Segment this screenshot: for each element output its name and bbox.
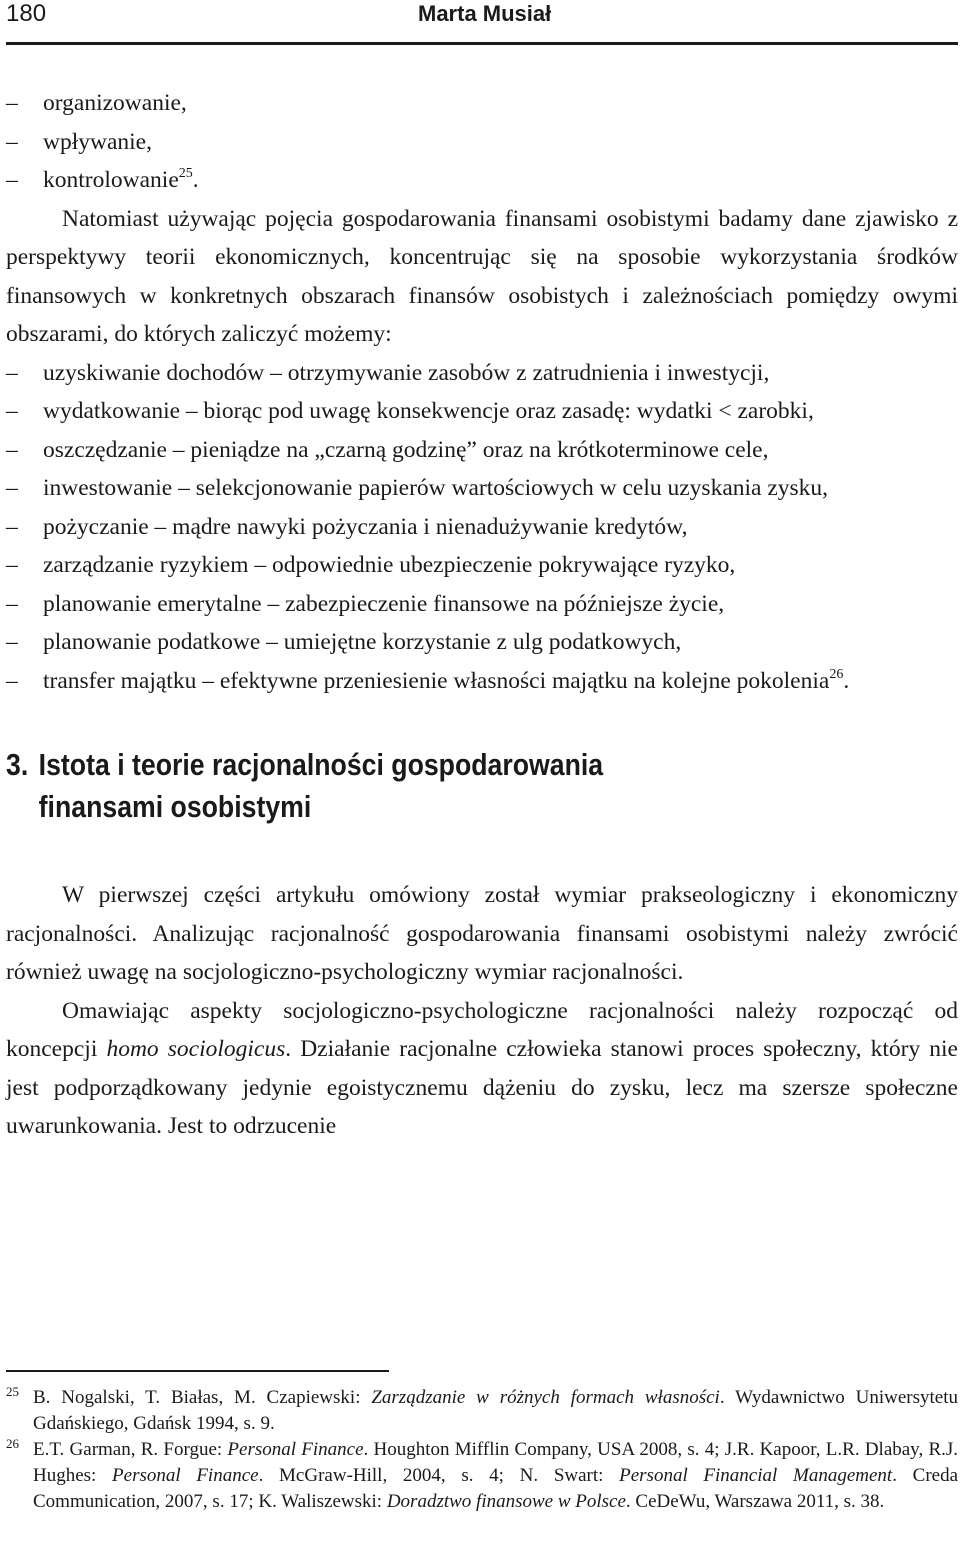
paragraph-3: Omawiając aspekty socjologiczno-psychologiczne racjonalności należy rozpocząć od koncepcji homo sociologicus. Działanie racjonalne człowieka stanowi proces społeczny, który nie jest podporządkowany jedynie egoistycznemu dążeniu do zysku, lecz ma szersze społeczne uwarunkowania. Jest to odrzucenie [6,997,958,1139]
footnote-25: 25 B. Nogalski, T. Białas, M. Czapiewski: Zarządzanie w różnych formach własności. Wydawnictwo Uniwersytetu Gdańskiego, Gdańsk 1994, s. 9. [6,1385,958,1437]
footnote-number: 25 [6,1384,19,1399]
footnote-ref: 25 [178,166,193,181]
paragraph-2: W pierwszej części artykułu omówiony został wymiar prakseologiczny i ekonomiczny racjonalności. Analizując racjonalność gospodarowania finansami osobistymi należy zwrócić również uwagę na socjologiczno-psychologiczny wymiar racjonalności. [6,882,958,985]
list-item: – inwestowanie – selekcjonowanie papierów wartościowych w celu uzyskania zysku, [6,469,958,508]
section-heading [6,744,825,828]
list-item: – wpływanie, [6,123,958,162]
section-title-line1: Istota i teorie racjonalności gospodarowania [38,747,604,782]
body-text [6,84,958,1146]
list-item: – wydatkowanie – biorąc pod uwagę konsekwencje oraz zasadę: wydatki < zarobki, [6,392,958,431]
footnote-number: 26 [6,1436,19,1451]
footnote-26: 26 E.T. Garman, R. Forgue: Personal Finance. Houghton Mifflin Company, USA 2008, s. 4; J.R. Kapoor, L.R. Dlabay, R.J. Hughes: Personal Finance. McGraw-Hill, 2004, s. 4; N. Swart: Personal Financial Management. Creda Communication, 2007, s. 17; K. Waliszewski: Doradztwo finansowe w Polsce. CeDeWu, Warszawa 2011, s. 38. [6,1437,958,1515]
header-rule [6,42,958,45]
footnote-ref: 26 [829,666,844,682]
section-title-line2: finansami osobistymi [38,789,312,824]
page-number: 180 [6,0,47,27]
footnote-rule [6,1370,389,1372]
list-item: – pożyczanie – mądre nawyki pożyczania i nienadużywanie kredytów, [6,508,958,547]
list-item: – kontrolowanie$^{25}$. [6,161,958,200]
footnotes [6,1385,958,1515]
list-item: – uzyskiwanie dochodów – otrzymywanie zasobów z zatrudnienia i inwestycji, [6,354,958,393]
list-item: – oszczędzanie – pieniądze na „czarną godzinę” oraz na krótkoterminowe cele, [6,431,958,470]
finance-areas-list [6,354,958,701]
list-item: – planowanie emerytalne – zabezpieczenie finansowe na późniejsze życie, [6,585,958,624]
italic-term: homo sociologicus [106,1036,286,1062]
list-item: – planowanie podatkowe – umiejętne korzystanie z ulg podatkowych, [6,623,958,662]
list-item: – organizowanie, [6,84,958,123]
paragraph-1: Natomiast używając pojęcia gospodarowania finansami osobistymi badamy dane zjawisko z perspektywy teorii ekonomicznych, koncentrując się na sposobie wykorzystania środków finansowych w konkretnych obszarach finansów osobistych i zależnościach pomiędzy owymi obszarami, do których zaliczyć możemy: [6,205,958,347]
management-functions-list [6,84,958,200]
list-item: – zarządzanie ryzykiem – odpowiednie ubezpieczenie pokrywające ryzyko, [6,546,958,585]
page-header [6,0,958,40]
list-item: – transfer majątku – efektywne przeniesienie własności majątku na kolejne pokolenia$^{26}$. [6,662,958,701]
section-number: 3. [6,747,29,782]
running-head-author: Marta Musiał [418,1,552,26]
